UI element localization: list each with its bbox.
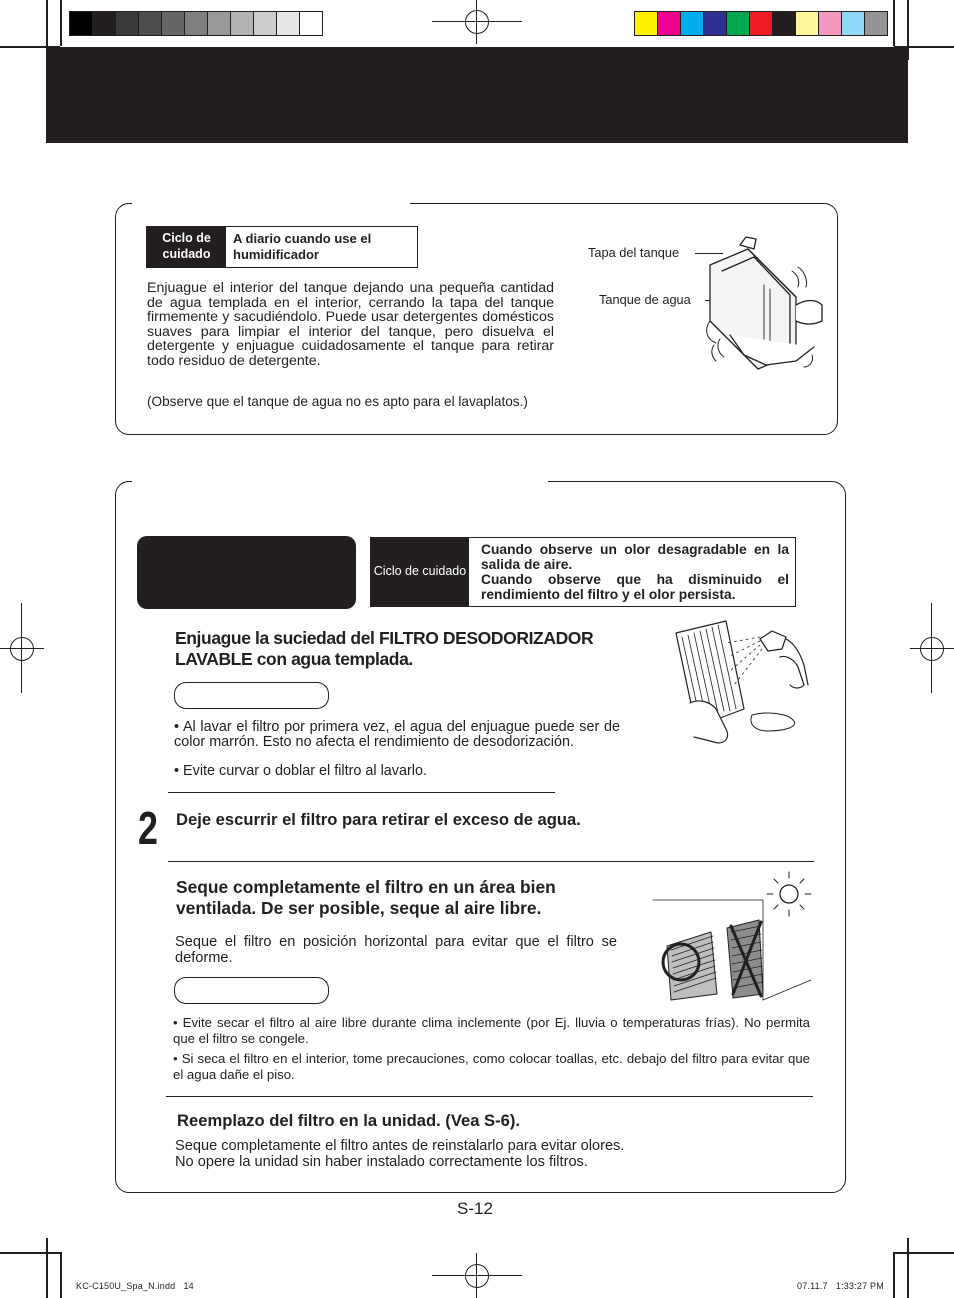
gray-swatch bbox=[162, 12, 185, 35]
crop-mark-bottom-right-v bbox=[907, 1238, 909, 1298]
step3-title: Seque completamente el filtro en un área bien ventilada. De ser posible, seque al aire libre. bbox=[176, 877, 556, 918]
crop-mark-bottom-right-v2 bbox=[893, 1252, 895, 1298]
step4-title: Reemplazo del filtro en la unidad. (Vea S-6). bbox=[177, 1111, 521, 1130]
care-cycle-value: A diario cuando use el humidificador bbox=[233, 231, 372, 262]
gray-swatch bbox=[231, 12, 254, 35]
color-swatch bbox=[773, 12, 796, 35]
gray-swatch bbox=[300, 12, 322, 35]
filter-section-label-box bbox=[137, 536, 356, 609]
filter-cycle-label: Ciclo de cuidado bbox=[371, 538, 469, 606]
color-swatch bbox=[750, 12, 773, 35]
dishwasher-note: (Observe que el tanque de agua no es apto para el lavaplatos.) bbox=[147, 394, 528, 409]
panel-tab-gap-2 bbox=[132, 478, 548, 484]
color-swatch bbox=[865, 12, 887, 35]
color-swatch bbox=[658, 12, 681, 35]
file-name-footer: KC-C150U_Spa_N.indd 14 bbox=[76, 1281, 194, 1291]
header-bar bbox=[46, 47, 908, 143]
tank-care-instructions: Enjuague el interior del tanque dejando una pequeña cantidad de agua templada en el interior, cerrando la tapa del tanque firmemente y sacudiéndolo. Puede usar detergentes domésticos suaves para limpiar el interior del tanque, pero disuelva el detergente y enjuague cuidadosamente el tanque para retirar todo residuo de detergente. bbox=[147, 280, 554, 369]
gray-swatch bbox=[93, 12, 116, 35]
gray-swatch bbox=[208, 12, 231, 35]
crop-mark-bottom-left-v2 bbox=[60, 1252, 62, 1298]
crop-mark-bottom-left-v bbox=[46, 1238, 48, 1298]
gray-swatch bbox=[185, 12, 208, 35]
gray-swatch bbox=[139, 12, 162, 35]
tank-care-cycle-table bbox=[146, 226, 418, 268]
step3-bullet-indoor: • Si seca el filtro en el interior, tome precauciones, como colocar toallas, etc. debajo del filtro para evitar que el agua dañe el piso. bbox=[173, 1051, 810, 1082]
step1-divider bbox=[168, 792, 555, 793]
page-number: S-12 bbox=[457, 1199, 493, 1218]
step2-divider bbox=[168, 861, 814, 862]
step3-note-pill bbox=[174, 977, 329, 1004]
filter-care-cycle-table bbox=[370, 537, 796, 607]
step3-bullet-weather: • Evite secar el filtro al aire libre durante clima inclemente (por Ej. lluvia o temperaturas frías). No permita que el filtro se congele. bbox=[173, 1015, 810, 1046]
gray-swatch bbox=[254, 12, 277, 35]
dry-filter-illustration bbox=[651, 870, 819, 1002]
gray-swatch bbox=[277, 12, 300, 35]
reg-right-circle bbox=[920, 637, 944, 661]
reg-top-circle bbox=[465, 10, 489, 34]
color-swatch bbox=[635, 12, 658, 35]
tank-lid-label: Tapa del tanque bbox=[588, 245, 680, 260]
step3-body: Seque el filtro en posición horizontal para evitar que el filtro se deforme. bbox=[175, 934, 617, 966]
panel-tab-gap bbox=[132, 200, 410, 206]
filter-cycle-value-line2: Cuando observe que ha disminuido el rendimiento del filtro y el olor persista. bbox=[481, 572, 789, 603]
crop-mark-bottom-left-h bbox=[0, 1252, 60, 1254]
water-tank-label: Tanque de agua bbox=[599, 292, 691, 307]
crop-mark-top-left-v2 bbox=[60, 0, 62, 46]
color-swatch bbox=[842, 12, 865, 35]
step2-number: 2 bbox=[138, 802, 158, 854]
step3-divider bbox=[166, 1096, 813, 1097]
gray-swatch bbox=[70, 12, 93, 35]
reg-bottom-circle bbox=[465, 1264, 489, 1288]
step1-note-pill bbox=[174, 682, 329, 709]
step2-title: Deje escurrir el filtro para retirar el exceso de agua. bbox=[176, 810, 581, 829]
step1-bullet-no-bend: • Evite curvar o doblar el filtro al lavarlo. bbox=[174, 763, 427, 779]
care-cycle-label: Ciclo de cuidado bbox=[147, 227, 226, 267]
process-color-bar bbox=[634, 11, 888, 36]
color-swatch bbox=[819, 12, 842, 35]
color-swatch bbox=[681, 12, 704, 35]
gray-swatch bbox=[116, 12, 139, 35]
filter-cycle-value bbox=[469, 538, 795, 606]
filter-cycle-value-line1: Cuando observe un olor desagradable en la salida de aire. bbox=[481, 541, 789, 572]
timestamp-footer: 07.11.7 1:33:27 PM bbox=[797, 1281, 884, 1291]
crop-mark-top-right-v2 bbox=[893, 0, 895, 46]
color-swatch bbox=[727, 12, 750, 35]
step4-line2: No opere la unidad sin haber instalado correctamente los filtros. bbox=[175, 1154, 588, 1170]
rinse-filter-illustration bbox=[668, 617, 816, 751]
step1-bullet-first-wash: • Al lavar el filtro por primera vez, el agua del enjuague puede ser de color marrón. Esto no afecta el rendimiento de desodorización. bbox=[174, 719, 620, 750]
color-swatch bbox=[704, 12, 727, 35]
color-swatch bbox=[796, 12, 819, 35]
step1-title: Enjuague la suciedad del FILTRO DESODORIZADOR LAVABLE con agua templada. bbox=[175, 628, 594, 669]
reg-left-circle bbox=[10, 637, 34, 661]
grayscale-color-bar bbox=[69, 11, 323, 36]
step4-line1: Seque completamente el filtro antes de reinstalarlo para evitar olores. bbox=[175, 1138, 625, 1154]
crop-mark-bottom-right-h bbox=[894, 1252, 954, 1254]
water-tank-illustration bbox=[700, 235, 830, 380]
